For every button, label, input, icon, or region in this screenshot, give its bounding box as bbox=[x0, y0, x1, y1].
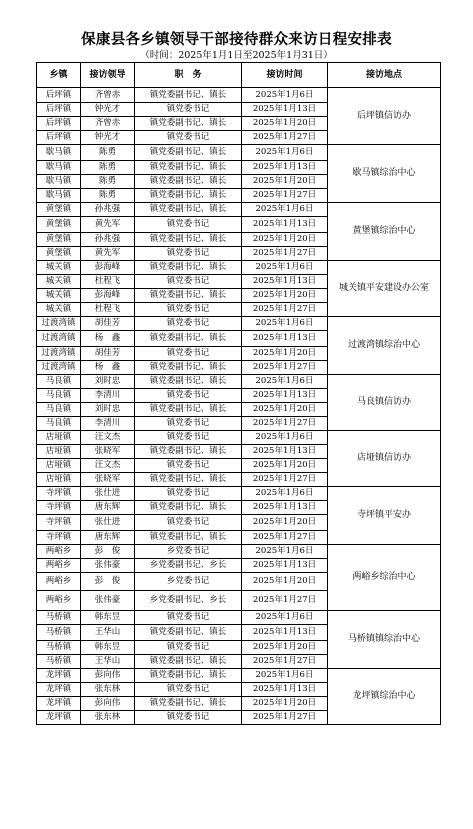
cell-date: 2025年1月13日 bbox=[242, 331, 328, 347]
cell-date: 2025年1月20日 bbox=[242, 573, 328, 591]
cell-date: 2025年1月6日 bbox=[242, 203, 328, 217]
cell-position: 镇党委书记 bbox=[135, 487, 242, 501]
cell-date: 2025年1月20日 bbox=[242, 233, 328, 247]
cell-leader: 陈勇 bbox=[81, 161, 135, 175]
cell-position: 乡党委书记 bbox=[135, 573, 242, 591]
cell-date: 2025年1月13日 bbox=[242, 275, 328, 289]
cell-township: 寺坪镇 bbox=[37, 515, 81, 531]
cell-leader: 陈勇 bbox=[81, 175, 135, 189]
cell-date: 2025年1月27日 bbox=[242, 247, 328, 261]
cell-leader: 孙兆强 bbox=[81, 233, 135, 247]
cell-position: 镇党委书记 bbox=[135, 317, 242, 331]
cell-position: 镇党委副书记、镇长 bbox=[135, 655, 242, 669]
cell-township: 马桥镇 bbox=[37, 641, 81, 655]
cell-position: 镇党委副书记、镇长 bbox=[135, 669, 242, 683]
cell-date: 2025年1月27日 bbox=[242, 655, 328, 669]
cell-date: 2025年1月20日 bbox=[242, 175, 328, 189]
cell-position: 镇党委副书记、镇长 bbox=[135, 403, 242, 417]
cell-leader: 杨 鑫 bbox=[81, 361, 135, 375]
cell-date: 2025年1月13日 bbox=[242, 389, 328, 403]
cell-date: 2025年1月6日 bbox=[242, 261, 328, 275]
cell-leader: 齐曾赤 bbox=[81, 88, 135, 103]
cell-township: 龙坪镇 bbox=[37, 669, 81, 683]
cell-township: 城关镇 bbox=[37, 289, 81, 303]
cell-leader: 唐东辉 bbox=[81, 531, 135, 545]
cell-date: 2025年1月20日 bbox=[242, 289, 328, 303]
cell-position: 镇党委书记 bbox=[135, 515, 242, 531]
cell-date: 2025年1月20日 bbox=[242, 459, 328, 473]
table-row bbox=[37, 88, 441, 103]
cell-leader: 钟光才 bbox=[81, 131, 135, 145]
cell-date: 2025年1月20日 bbox=[242, 641, 328, 655]
cell-township: 过渡湾镇 bbox=[37, 347, 81, 361]
cell-date: 2025年1月6日 bbox=[242, 487, 328, 501]
cell-date: 2025年1月13日 bbox=[242, 217, 328, 233]
cell-position: 镇党委书记 bbox=[135, 303, 242, 317]
document-subtitle: （时间：2025年1月1日至2025年1月31日） bbox=[140, 50, 333, 61]
cell-township: 寺坪镇 bbox=[37, 531, 81, 545]
cell-date: 2025年1月27日 bbox=[242, 417, 328, 431]
cell-position: 镇党委副书记、镇长 bbox=[135, 161, 242, 175]
cell-date: 2025年1月6日 bbox=[242, 375, 328, 389]
cell-leader: 彭海峰 bbox=[81, 261, 135, 275]
cell-date: 2025年1月27日 bbox=[242, 591, 328, 611]
cell-position: 镇党委副书记、镇长 bbox=[135, 445, 242, 459]
cell-leader: 胡佳芳 bbox=[81, 317, 135, 331]
cell-township: 店垭镇 bbox=[37, 431, 81, 445]
cell-township: 马良镇 bbox=[37, 389, 81, 403]
cell-leader: 黄先军 bbox=[81, 217, 135, 233]
cell-position: 镇党委书记 bbox=[135, 641, 242, 655]
cell-position: 镇党委书记 bbox=[135, 711, 242, 725]
document-title: 保康县各乡镇领导干部接待群众来访日程安排表 bbox=[81, 32, 392, 48]
cell-date: 2025年1月27日 bbox=[242, 711, 328, 725]
cell-location: 龙坪镇综治中心 bbox=[328, 669, 441, 725]
cell-leader: 陈勇 bbox=[81, 189, 135, 203]
cell-leader: 张仕进 bbox=[81, 487, 135, 501]
cell-location: 马良镇信访办 bbox=[328, 375, 441, 431]
cell-leader: 王华山 bbox=[81, 655, 135, 669]
cell-leader: 杨 鑫 bbox=[81, 331, 135, 347]
table-row bbox=[37, 669, 441, 683]
cell-township: 龙坪镇 bbox=[37, 697, 81, 711]
cell-township: 龙坪镇 bbox=[37, 711, 81, 725]
table-row bbox=[37, 431, 441, 445]
cell-leader: 孙兆强 bbox=[81, 203, 135, 217]
cell-location: 城关镇平安建设办公室 bbox=[328, 261, 441, 317]
cell-township: 两峪乡 bbox=[37, 559, 81, 573]
table-body bbox=[37, 88, 441, 725]
cell-position: 镇党委书记 bbox=[135, 217, 242, 233]
cell-position: 镇党委书记 bbox=[135, 347, 242, 361]
cell-leader: 李清川 bbox=[81, 389, 135, 403]
cell-township: 歇马镇 bbox=[37, 161, 81, 175]
cell-position: 镇党委书记 bbox=[135, 275, 242, 289]
cell-position: 镇党委副书记、镇长 bbox=[135, 473, 242, 487]
cell-township: 后坪镇 bbox=[37, 117, 81, 131]
cell-leader: 张伟豪 bbox=[81, 591, 135, 611]
cell-date: 2025年1月20日 bbox=[242, 347, 328, 361]
cell-date: 2025年1月20日 bbox=[242, 117, 328, 131]
cell-leader: 彭向伟 bbox=[81, 697, 135, 711]
cell-date: 2025年1月20日 bbox=[242, 403, 328, 417]
table-row bbox=[37, 545, 441, 559]
cell-position: 镇党委副书记、镇长 bbox=[135, 697, 242, 711]
cell-date: 2025年1月13日 bbox=[242, 501, 328, 515]
cell-date: 2025年1月27日 bbox=[242, 131, 328, 145]
cell-position: 镇党委书记 bbox=[135, 431, 242, 445]
cell-township: 马良镇 bbox=[37, 375, 81, 389]
cell-leader: 刘时忠 bbox=[81, 403, 135, 417]
cell-leader: 黄先军 bbox=[81, 247, 135, 261]
cell-date: 2025年1月13日 bbox=[242, 161, 328, 175]
cell-location: 马桥镇镇综治中心 bbox=[328, 611, 441, 669]
schedule-table bbox=[36, 62, 441, 725]
cell-township: 寺坪镇 bbox=[37, 487, 81, 501]
cell-date: 2025年1月13日 bbox=[242, 625, 328, 641]
cell-township: 两峪乡 bbox=[37, 591, 81, 611]
cell-township: 歇马镇 bbox=[37, 145, 81, 161]
header-location: 接访地点 bbox=[328, 63, 441, 88]
table-row bbox=[37, 317, 441, 331]
cell-leader: 杜程飞 bbox=[81, 303, 135, 317]
cell-leader: 张东林 bbox=[81, 683, 135, 697]
cell-township: 店垭镇 bbox=[37, 459, 81, 473]
cell-location: 后坪镇信访办 bbox=[328, 88, 441, 145]
cell-position: 镇党委书记 bbox=[135, 611, 242, 625]
cell-leader: 唐东辉 bbox=[81, 501, 135, 515]
cell-position: 乡党委副书记、乡长 bbox=[135, 591, 242, 611]
header-leader: 接访领导 bbox=[81, 63, 135, 88]
cell-date: 2025年1月6日 bbox=[242, 669, 328, 683]
cell-township: 后坪镇 bbox=[37, 103, 81, 117]
cell-leader: 陈勇 bbox=[81, 145, 135, 161]
cell-leader: 王华山 bbox=[81, 625, 135, 641]
cell-position: 镇党委书记 bbox=[135, 103, 242, 117]
table-row bbox=[37, 375, 441, 389]
cell-position: 镇党委副书记、镇长 bbox=[135, 117, 242, 131]
cell-township: 城关镇 bbox=[37, 303, 81, 317]
cell-position: 乡党委副书记、乡长 bbox=[135, 559, 242, 573]
cell-leader: 张伟豪 bbox=[81, 559, 135, 573]
cell-location: 两峪乡综治中心 bbox=[328, 545, 441, 611]
cell-date: 2025年1月27日 bbox=[242, 303, 328, 317]
cell-location: 黄堡镇综治中心 bbox=[328, 203, 441, 261]
cell-leader: 胡佳芳 bbox=[81, 347, 135, 361]
header-row bbox=[37, 63, 441, 88]
table-row bbox=[37, 611, 441, 625]
cell-position: 乡党委书记 bbox=[135, 545, 242, 559]
cell-position: 镇党委书记 bbox=[135, 417, 242, 431]
cell-location: 歇马镇综治中心 bbox=[328, 145, 441, 203]
cell-leader: 韩东昱 bbox=[81, 611, 135, 625]
cell-date: 2025年1月6日 bbox=[242, 88, 328, 103]
cell-township: 过渡湾镇 bbox=[37, 331, 81, 347]
cell-position: 镇党委副书记、镇长 bbox=[135, 375, 242, 389]
cell-leader: 韩东昱 bbox=[81, 641, 135, 655]
cell-township: 马桥镇 bbox=[37, 625, 81, 641]
cell-date: 2025年1月13日 bbox=[242, 103, 328, 117]
cell-leader: 汪文杰 bbox=[81, 431, 135, 445]
cell-township: 店垭镇 bbox=[37, 473, 81, 487]
table-row bbox=[37, 261, 441, 275]
cell-leader: 张仕进 bbox=[81, 515, 135, 531]
cell-leader: 彭 俊 bbox=[81, 573, 135, 591]
cell-date: 2025年1月20日 bbox=[242, 697, 328, 711]
cell-position: 镇党委副书记、镇长 bbox=[135, 261, 242, 275]
cell-township: 马良镇 bbox=[37, 417, 81, 431]
cell-township: 歇马镇 bbox=[37, 189, 81, 203]
cell-position: 镇党委副书记、镇长 bbox=[135, 331, 242, 347]
cell-leader: 彭向伟 bbox=[81, 669, 135, 683]
cell-position: 镇党委副书记、镇长 bbox=[135, 625, 242, 641]
cell-position: 镇党委书记 bbox=[135, 247, 242, 261]
cell-position: 镇党委书记 bbox=[135, 459, 242, 473]
table-row bbox=[37, 487, 441, 501]
cell-township: 过渡湾镇 bbox=[37, 317, 81, 331]
cell-date: 2025年1月20日 bbox=[242, 515, 328, 531]
cell-location: 店垭镇信访办 bbox=[328, 431, 441, 487]
cell-leader: 彭 俊 bbox=[81, 545, 135, 559]
cell-leader: 张晓军 bbox=[81, 473, 135, 487]
cell-position: 镇党委副书记、镇长 bbox=[135, 145, 242, 161]
cell-township: 歇马镇 bbox=[37, 175, 81, 189]
cell-township: 马桥镇 bbox=[37, 655, 81, 669]
cell-township: 寺坪镇 bbox=[37, 501, 81, 515]
cell-leader: 李清川 bbox=[81, 417, 135, 431]
cell-leader: 刘时忠 bbox=[81, 375, 135, 389]
cell-position: 镇党委副书记、镇长 bbox=[135, 189, 242, 203]
cell-township: 马桥镇 bbox=[37, 611, 81, 625]
cell-position: 镇党委副书记、镇长 bbox=[135, 289, 242, 303]
cell-date: 2025年1月6日 bbox=[242, 431, 328, 445]
cell-date: 2025年1月27日 bbox=[242, 531, 328, 545]
cell-township: 城关镇 bbox=[37, 275, 81, 289]
cell-position: 镇党委副书记、镇长 bbox=[135, 233, 242, 247]
header-position: 职 务 bbox=[135, 63, 242, 88]
cell-date: 2025年1月6日 bbox=[242, 611, 328, 625]
cell-leader: 齐曾赤 bbox=[81, 117, 135, 131]
cell-leader: 张东林 bbox=[81, 711, 135, 725]
cell-location: 过渡湾镇综治中心 bbox=[328, 317, 441, 375]
cell-township: 两峪乡 bbox=[37, 545, 81, 559]
cell-township: 马良镇 bbox=[37, 403, 81, 417]
cell-township: 黄堡镇 bbox=[37, 247, 81, 261]
cell-position: 镇党委副书记、镇长 bbox=[135, 361, 242, 375]
cell-position: 镇党委副书记、镇长 bbox=[135, 175, 242, 189]
cell-position: 镇党委副书记、镇长 bbox=[135, 501, 242, 515]
header-date: 接访时间 bbox=[242, 63, 328, 88]
cell-township: 黄堡镇 bbox=[37, 233, 81, 247]
cell-position: 镇党委副书记、镇长 bbox=[135, 203, 242, 217]
cell-township: 后坪镇 bbox=[37, 88, 81, 103]
cell-leader: 张晓军 bbox=[81, 445, 135, 459]
cell-position: 镇党委副书记、镇长 bbox=[135, 88, 242, 103]
table-row bbox=[37, 203, 441, 217]
cell-date: 2025年1月6日 bbox=[242, 145, 328, 161]
cell-leader: 汪文杰 bbox=[81, 459, 135, 473]
cell-location: 寺坪镇平安办 bbox=[328, 487, 441, 545]
cell-leader: 钟光才 bbox=[81, 103, 135, 117]
cell-leader: 杜程飞 bbox=[81, 275, 135, 289]
header-township: 乡镇 bbox=[37, 63, 81, 88]
cell-date: 2025年1月13日 bbox=[242, 683, 328, 697]
cell-position: 镇党委书记 bbox=[135, 131, 242, 145]
cell-leader: 彭海峰 bbox=[81, 289, 135, 303]
cell-township: 黄堡镇 bbox=[37, 203, 81, 217]
cell-township: 城关镇 bbox=[37, 261, 81, 275]
cell-date: 2025年1月27日 bbox=[242, 473, 328, 487]
table-row bbox=[37, 145, 441, 161]
cell-township: 店垭镇 bbox=[37, 445, 81, 459]
cell-township: 两峪乡 bbox=[37, 573, 81, 591]
cell-date: 2025年1月13日 bbox=[242, 559, 328, 573]
cell-date: 2025年1月6日 bbox=[242, 545, 328, 559]
cell-position: 镇党委书记 bbox=[135, 683, 242, 697]
cell-date: 2025年1月27日 bbox=[242, 189, 328, 203]
cell-township: 过渡湾镇 bbox=[37, 361, 81, 375]
cell-date: 2025年1月27日 bbox=[242, 361, 328, 375]
cell-position: 镇党委书记 bbox=[135, 389, 242, 403]
cell-township: 黄堡镇 bbox=[37, 217, 81, 233]
cell-position: 镇党委副书记、镇长 bbox=[135, 531, 242, 545]
cell-township: 后坪镇 bbox=[37, 131, 81, 145]
cell-date: 2025年1月13日 bbox=[242, 445, 328, 459]
cell-date: 2025年1月6日 bbox=[242, 317, 328, 331]
cell-township: 龙坪镇 bbox=[37, 683, 81, 697]
